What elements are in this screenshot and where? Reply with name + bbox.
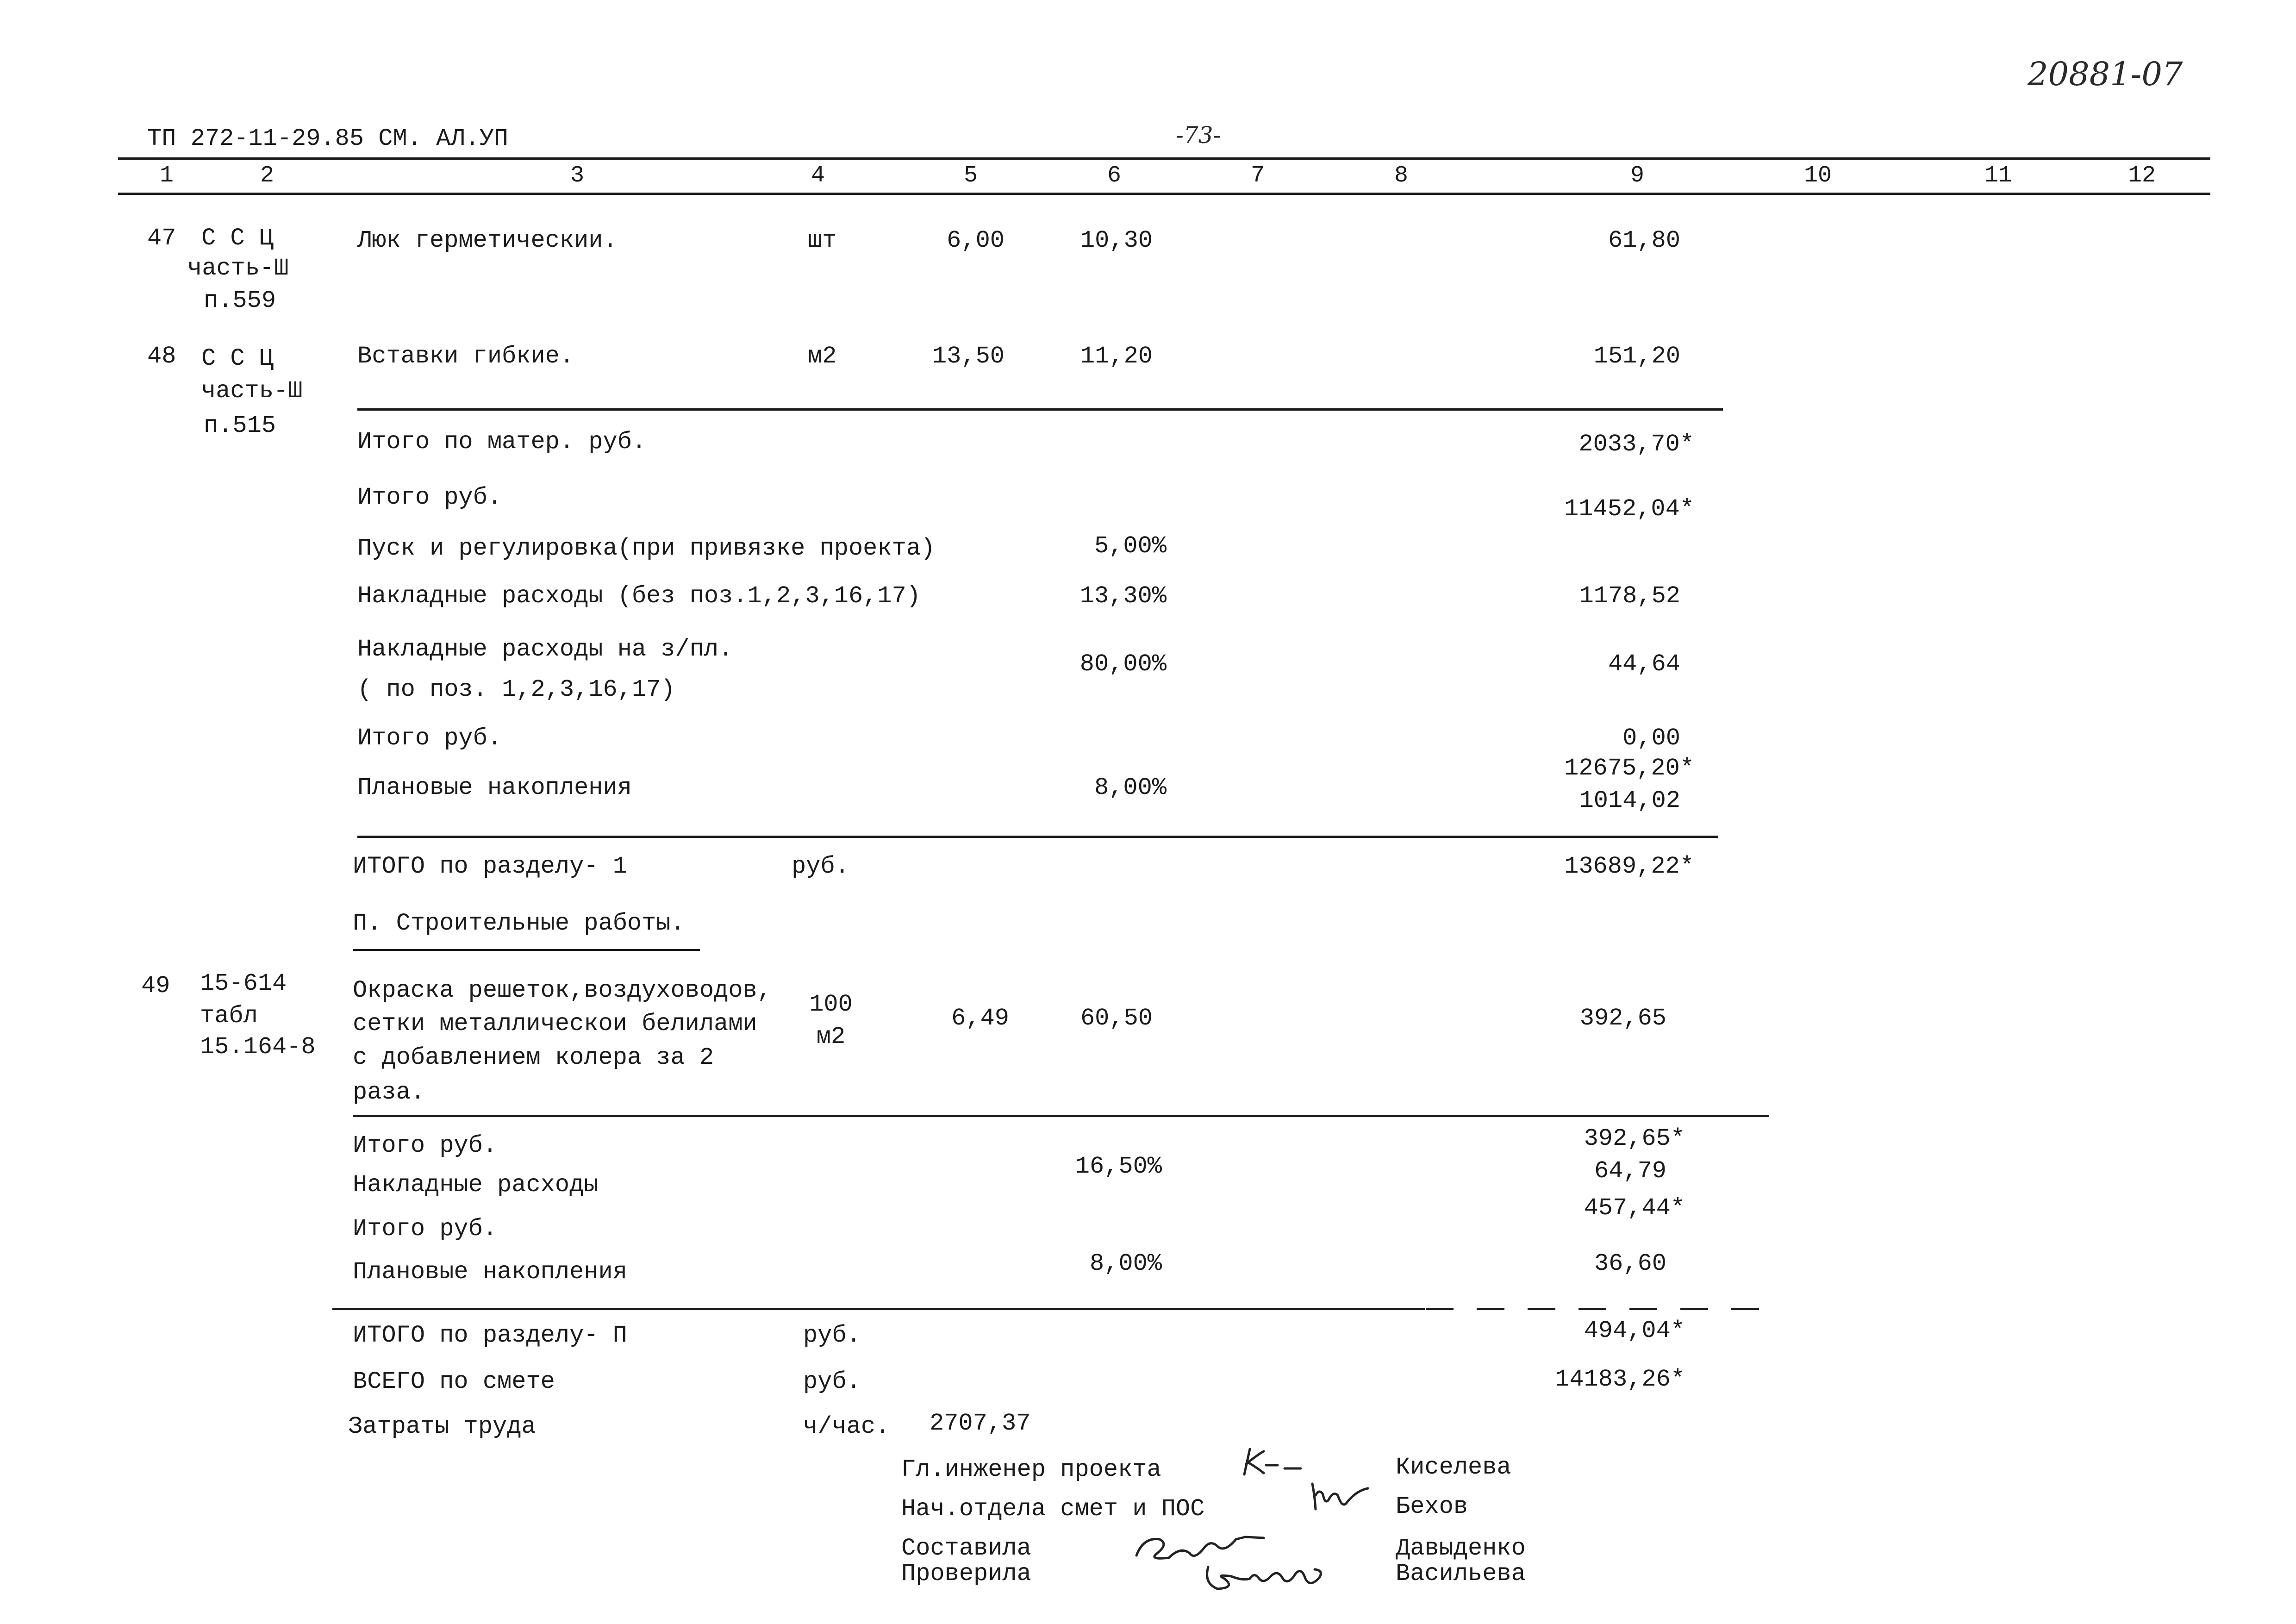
summary-label: Итого по матер. руб.: [357, 428, 647, 456]
summary-value: 1014,02: [1579, 787, 1680, 814]
divider-line: [332, 1308, 1425, 1310]
section-title-underline: [353, 949, 700, 951]
divider-line: [353, 1115, 1769, 1117]
column-number: 9: [1630, 162, 1644, 189]
summary-percent: 80,00%: [1079, 650, 1167, 678]
item-code: табл: [200, 1002, 258, 1030]
summary-label: Накладные расходы: [353, 1171, 599, 1199]
summary-value: 457,44*: [1584, 1194, 1685, 1222]
summary-value: 0,00: [1622, 725, 1680, 752]
summary-value: 12675,20*: [1564, 755, 1694, 782]
grand-total-value: 14183,26*: [1555, 1366, 1685, 1393]
section-title: П. Строительные работы.: [353, 910, 685, 937]
signature-role: Составила: [901, 1535, 1031, 1562]
summary-percent: 8,00%: [1094, 774, 1167, 801]
item-name: Люк герметическии.: [357, 227, 618, 254]
divider-line-faded: [1426, 1308, 1768, 1310]
column-number: 12: [2128, 162, 2156, 189]
summary-percent: 16,50%: [1075, 1153, 1162, 1180]
column-number: 3: [570, 162, 584, 189]
item-code: С С Ц: [201, 225, 274, 252]
column-number: 7: [1250, 162, 1265, 189]
header-rule-bottom: [118, 193, 2210, 195]
section-total-value: 13689,22*: [1564, 853, 1694, 880]
summary-percent: 5,00%: [1094, 532, 1167, 560]
item-code: 15.164-8: [200, 1033, 316, 1061]
item-unit: м2: [808, 343, 837, 370]
summary-label: ( по поз. 1,2,3,16,17): [357, 676, 675, 703]
item-total: 151,20: [1593, 343, 1680, 370]
item-name: с добавлением колера за 2: [353, 1044, 714, 1071]
item-total: 61,80: [1608, 227, 1680, 254]
item-name: Вставки гибкие.: [357, 343, 574, 370]
column-number: 11: [1984, 162, 2012, 189]
signature-role: Проверила: [901, 1560, 1031, 1587]
grand-total-unit: руб.: [803, 1368, 861, 1395]
item-number: 47: [147, 225, 176, 252]
item-name: Окраска решеток,воздуховодов,: [353, 977, 772, 1004]
section-total-label: ИТОГО по разделу- П: [353, 1322, 627, 1349]
item-code: часть-Ш: [201, 377, 303, 405]
signature-role: Нач.отдела смет и ПОС: [901, 1495, 1205, 1523]
divider-line: [357, 408, 1723, 411]
column-number: 1: [159, 162, 174, 189]
labor-unit: ч/час.: [803, 1413, 890, 1440]
summary-label: Накладные расходы на з/пл.: [357, 636, 733, 663]
summary-percent: 8,00%: [1089, 1250, 1162, 1277]
summary-label: Итого руб.: [353, 1215, 498, 1243]
item-quantity: 6,49: [951, 1005, 1009, 1032]
summary-value: 392,65*: [1584, 1125, 1685, 1152]
item-name: сетки металлическои белилами: [353, 1010, 757, 1037]
labor-value: 2707,37: [930, 1410, 1031, 1437]
document-code: ТП 272-11-29.85 СМ. АЛ.УП: [147, 125, 509, 152]
item-code: п.559: [204, 287, 276, 314]
item-code: 15-614: [200, 970, 287, 997]
page-number: -73-: [1176, 122, 1221, 149]
handwritten-signatures: [1125, 1440, 1403, 1597]
summary-label: Накладные расходы (без поз.1,2,3,16,17): [357, 582, 921, 610]
summary-value: 11452,04*: [1564, 495, 1694, 523]
item-unit: м2: [816, 1023, 846, 1050]
summary-value: 2033,70*: [1578, 431, 1694, 458]
archive-number-handwritten: 20881-07: [2028, 55, 2183, 93]
item-name: раза.: [353, 1079, 425, 1106]
item-quantity: 13,50: [932, 343, 1004, 370]
column-number: 8: [1394, 162, 1408, 189]
item-code: С С Ц: [201, 345, 274, 372]
section-total-label: ИТОГО по разделу- 1: [353, 853, 627, 880]
section-total-value: 494,04*: [1584, 1317, 1685, 1344]
section-total-unit: руб.: [792, 853, 849, 880]
grand-total-label: ВСЕГО по смете: [353, 1368, 555, 1395]
item-number: 48: [147, 343, 176, 370]
signature-name: Бехов: [1396, 1493, 1468, 1520]
column-number: 6: [1107, 162, 1121, 189]
item-unit: шт: [808, 227, 837, 254]
column-number: 10: [1803, 162, 1832, 189]
summary-value: 64,79: [1594, 1157, 1666, 1185]
signature-name: Васильева: [1396, 1560, 1526, 1587]
item-code: п.515: [204, 412, 276, 439]
summary-label: Итого руб.: [357, 725, 502, 752]
item-unit-price: 10,30: [1080, 227, 1153, 254]
header-rule-top: [118, 157, 2210, 160]
signature-role: Гл.инженер проекта: [901, 1456, 1161, 1483]
summary-value: 44,64: [1608, 650, 1680, 678]
summary-percent: 13,30%: [1079, 582, 1167, 610]
column-number: 2: [260, 162, 274, 189]
summary-label: Плановые накопления: [357, 774, 632, 801]
column-number: 4: [811, 162, 825, 189]
summary-label: Итого руб.: [357, 484, 502, 511]
signature-name: Киселева: [1396, 1454, 1511, 1481]
item-total: 392,65: [1579, 1005, 1666, 1032]
summary-value: 1178,52: [1579, 582, 1680, 610]
column-number: 5: [963, 162, 978, 189]
labor-label: Затраты труда: [348, 1413, 536, 1440]
section-total-unit: руб.: [803, 1322, 861, 1349]
item-unit-price: 11,20: [1080, 343, 1153, 370]
summary-label: Итого руб.: [353, 1132, 498, 1159]
item-unit: 100: [809, 991, 853, 1018]
summary-value: 36,60: [1594, 1250, 1666, 1277]
item-quantity: 6,00: [947, 227, 1004, 254]
divider-line: [357, 836, 1718, 838]
item-unit-price: 60,50: [1080, 1005, 1153, 1032]
signature-name: Давыденко: [1396, 1535, 1526, 1562]
item-code: часть-Ш: [187, 255, 289, 282]
summary-label: Плановые накопления: [353, 1258, 627, 1286]
summary-label: Пуск и регулировка(при привязке проекта): [357, 535, 936, 562]
item-number: 49: [141, 972, 170, 999]
